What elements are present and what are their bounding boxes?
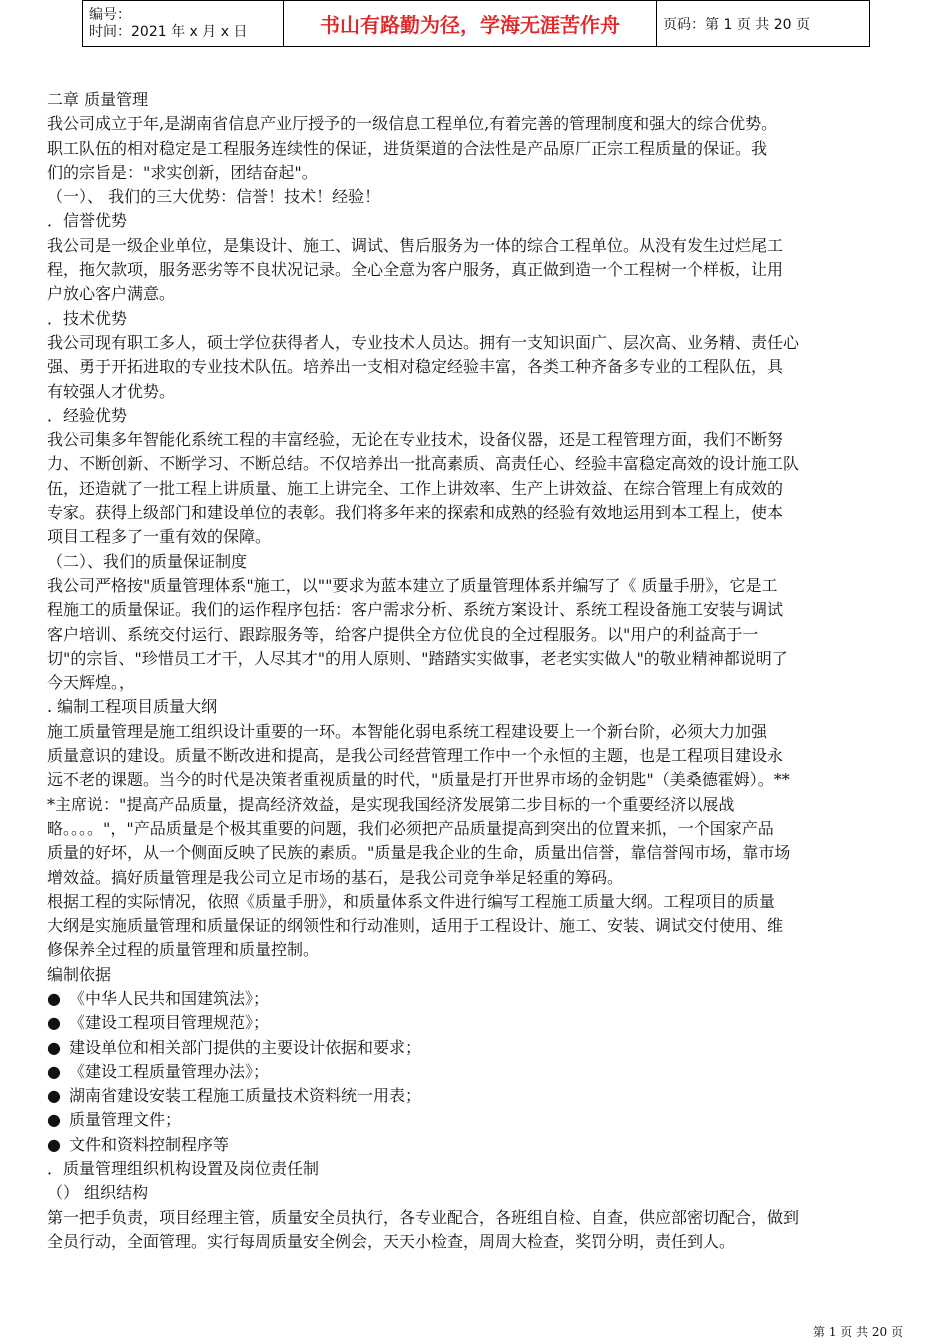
text-line: 质量的好坏，从一个侧面反映了民族的素质。"质量是我企业的生命，质量出信誉，靠信誉闯市场，靠市场 bbox=[47, 843, 791, 863]
text-line: 户放心客户满意。 bbox=[47, 284, 176, 304]
text-line: （） 组织结构 bbox=[47, 1183, 149, 1203]
bullet-dot-icon: ● bbox=[47, 1037, 61, 1057]
text-line: 大纲是实施质量管理和质量保证的纲领性和行动准则，适用于工程设计、施工、安装、调试交付使用、维 bbox=[47, 916, 784, 936]
text-line: 略。。。。"，"产品质量是个极其重要的问题，我们必须把产品质量提高到突出的位置来抓，一个国家产品 bbox=[47, 818, 774, 838]
text-line: ．信誉优势 bbox=[47, 211, 128, 231]
bullet-item bbox=[47, 1060, 913, 1084]
text-line: 根据工程的实际情况，依照《质量手册》，和质量体系文件进行编写工程施工质量大纲。工程项目的质量 bbox=[47, 891, 776, 911]
header-left-cell bbox=[83, 1, 284, 47]
text-line: （一）、 我们的三大优势：信誉！技术！经验！ bbox=[47, 187, 381, 207]
bullet-item bbox=[47, 987, 913, 1011]
text-line: 强、勇于开拓进取的专业技术队伍。培养出一支相对稳定经验丰富，各类工种齐备多专业的工程队伍，具 bbox=[47, 357, 784, 377]
bullet-text: 《建设工程项目管理规范》； bbox=[69, 1013, 270, 1033]
text-line: 程施工的质量保证。我们的运作程序包括：客户需求分析、系统方案设计、系统工程设备施工安装与调试 bbox=[47, 600, 784, 620]
text-line: 增效益。搞好质量管理是我公司立足市场的基石，是我公司竞争举足轻重的筹码。 bbox=[47, 867, 624, 887]
text-line: 我公司是一级企业单位，是集设计、施工、调试、售后服务为一体的综合工程单位。从没有发生过烂尾工 bbox=[47, 235, 784, 255]
text-line: 切"的宗旨、"珍惜员工才干，人尽其才"的用人原则、"踏踏实实做事，老老实实做人"的敬业精神都说明了 bbox=[47, 648, 788, 668]
text-line: 项目工程多了一重有效的保障。 bbox=[47, 527, 272, 547]
text-line: 客户培训、系统交付运行、跟踪服务等，给客户提供全方位优良的全过程服务。以"用户的利益高于一 bbox=[47, 624, 759, 644]
org-structure-section bbox=[47, 1157, 913, 1254]
text-line: *主席说："提高产品质量，提高经济效益，是实现我国经济发展第二步目标的一个重要经济以展战 bbox=[47, 794, 735, 814]
bullet-dot-icon: ● bbox=[47, 1061, 61, 1081]
text-line: 编制依据 bbox=[47, 964, 112, 984]
text-line: 们的宗旨是："求实创新，团结奋起"。 bbox=[47, 162, 318, 182]
page-footer: 第 1 页 共 20 页 bbox=[813, 1325, 903, 1339]
text-line: 二章 质量管理 bbox=[47, 90, 149, 109]
text-line: ．质量管理组织机构设置及岗位责任制 bbox=[47, 1159, 320, 1179]
text-line: 远不老的课题。当今的时代是决策者重视质量的时代，"质量是打开世界市场的金钥匙"（美桑德霍姆）。** bbox=[47, 770, 790, 790]
bullet-text: 质量管理文件； bbox=[69, 1110, 182, 1130]
bullet-item bbox=[47, 1011, 913, 1035]
header-table bbox=[82, 0, 870, 47]
bullet-text: 文件和资料控制程序等 bbox=[69, 1134, 230, 1154]
header-page-info: 页码：第 1 页 共 20 页 bbox=[657, 1, 870, 47]
text-line: 我公司现有职工多人，硕士学位获得者人，专业技术人员达。拥有一支知识面广、层次高、业务精、责任心 bbox=[47, 332, 800, 352]
text-line: 我公司严格按"质量管理体系"施工，以""要求为蓝本建立了质量管理体系并编写了《 质量手册》，它是工 bbox=[47, 575, 778, 595]
bullet-text: 《中华人民共和国建筑法》； bbox=[69, 988, 270, 1008]
document-date: 时间：2021 年 x 月 x 日 bbox=[89, 23, 248, 40]
text-line: . 编制工程项目质量大纲 bbox=[47, 697, 218, 717]
bullet-dot-icon: ● bbox=[47, 988, 61, 1008]
text-line: 有较强人才优势。 bbox=[47, 381, 176, 401]
text-line: 程，拖欠款项，服务恶劣等不良状况记录。全心全意为客户服务，真正做到造一个工程树一个样板，让用 bbox=[47, 260, 784, 280]
document-body bbox=[47, 88, 913, 1254]
text-line: 今天辉煌。， bbox=[47, 673, 136, 693]
document-number-label: 编号： bbox=[89, 6, 131, 23]
text-line: 伍，还造就了一批工程上讲质量、施工上讲完全、工作上讲效率、生产上讲效益、在综合管理上有成效的 bbox=[47, 478, 784, 498]
bullet-dot-icon: ● bbox=[47, 1086, 61, 1106]
bullet-dot-icon: ● bbox=[47, 1110, 61, 1130]
bullet-text: 《建设工程质量管理办法》； bbox=[69, 1061, 270, 1081]
bullet-item bbox=[47, 1084, 913, 1108]
text-line: 力、不断创新、不断学习、不断总结。不仅培养出一批高素质、高责任心、经验丰富稳定高效的设计施工队 bbox=[47, 454, 800, 474]
text-line: 质量意识的建设。质量不断改进和提高，是我公司经营管理工作中一个永恒的主题，也是工程项目建设永 bbox=[47, 746, 784, 766]
text-line: ．技术优势 bbox=[47, 308, 128, 328]
text-line: 第一把手负责，项目经理主管，质量安全员执行，各专业配合，各班组自检、自查，供应部密切配合，做到 bbox=[47, 1207, 800, 1227]
bullet-item bbox=[47, 1133, 913, 1157]
basis-bullet-list bbox=[47, 987, 913, 1157]
text-line: 职工队伍的相对稳定是工程服务连续性的保证，进货渠道的合法性是产品原厂正宗工程质量的保证。我 bbox=[47, 138, 768, 158]
bullet-item bbox=[47, 1036, 913, 1060]
text-line: 修保养全过程的质量管理和质量控制。 bbox=[47, 940, 320, 960]
text-line: （二）、我们的质量保证制度 bbox=[47, 551, 248, 571]
bullet-dot-icon: ● bbox=[47, 1134, 61, 1154]
bullet-dot-icon: ● bbox=[47, 1013, 61, 1033]
text-line: 全员行动，全面管理。实行每周质量安全例会，天天小检查，周周大检查，奖罚分明，责任到人。 bbox=[47, 1231, 736, 1251]
bullet-text: 湖南省建设安装工程施工质量技术资料统一用表； bbox=[69, 1086, 422, 1106]
header-motto: 书山有路勤为径，学海无涯苦作舟 bbox=[284, 1, 657, 47]
text-line: 我公司集多年智能化系统工程的丰富经验，无论在专业技术，设备仪器，还是工程管理方面，我们不断努 bbox=[47, 430, 784, 450]
bullet-item bbox=[47, 1108, 913, 1132]
bullet-text: 建设单位和相关部门提供的主要设计依据和要求； bbox=[69, 1037, 422, 1057]
text-line: 我公司成立于年,是湖南省信息产业厅授予的一级信息工程单位,有着完善的管理制度和强大的综合优势。 bbox=[47, 114, 778, 134]
text-line: 施工质量管理是施工组织设计重要的一环。本智能化弱电系统工程建设要上一个新台阶，必须大力加强 bbox=[47, 721, 768, 741]
text-line: 专家。获得上级部门和建设单位的表彰。我们将多年来的探索和成熟的经验有效地运用到本工程上，使本 bbox=[47, 503, 784, 523]
body-text bbox=[47, 88, 913, 987]
text-line: ．经验优势 bbox=[47, 405, 128, 425]
